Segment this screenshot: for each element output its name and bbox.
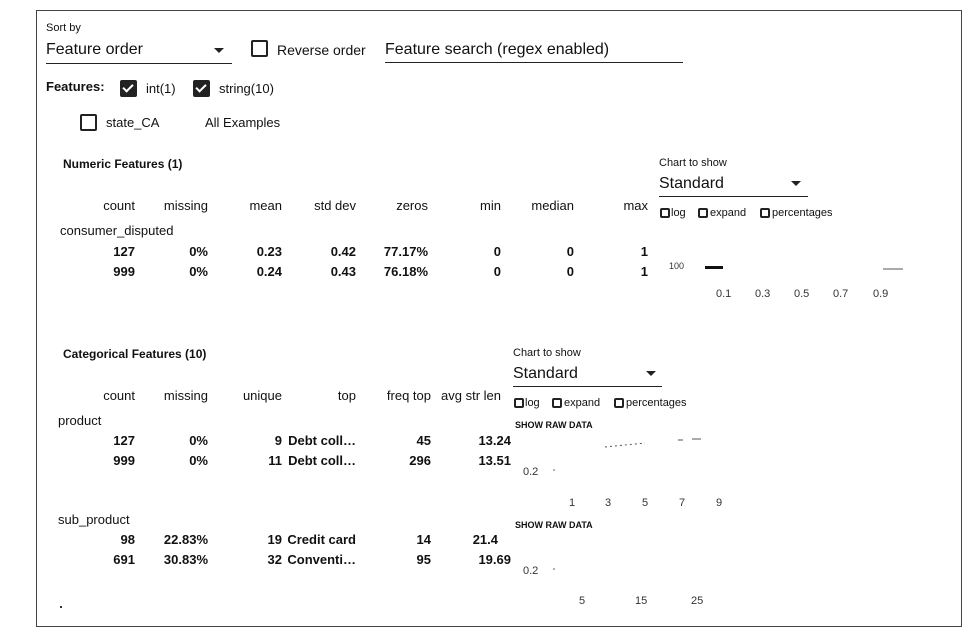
col-median: median bbox=[531, 198, 574, 213]
categorical-cell: 0% bbox=[189, 433, 208, 448]
numeric-cell: 127 bbox=[113, 244, 135, 259]
categorical-cell: 98 bbox=[120, 532, 135, 547]
categorical-section-title: Categorical Features (10) bbox=[63, 347, 207, 361]
categorical-expand-checkbox[interactable] bbox=[552, 398, 562, 408]
categorical-percentages-checkbox[interactable] bbox=[614, 398, 624, 408]
sub-product-chart-y-label: 0.2 bbox=[523, 565, 539, 577]
categorical-cell: 19 bbox=[267, 532, 282, 547]
reverse-order-checkbox[interactable] bbox=[251, 40, 268, 57]
categorical-chart-to-show-label: Chart to show bbox=[513, 347, 581, 359]
categorical-chart-select-underline bbox=[513, 386, 662, 387]
sort-by-label: Sort by bbox=[46, 22, 81, 34]
numeric-cell: 0.42 bbox=[330, 244, 356, 259]
numeric-chart-x-tick: 0.5 bbox=[794, 288, 810, 300]
col-count: count bbox=[103, 388, 135, 403]
categorical-cell: 30.83% bbox=[163, 552, 208, 567]
sub-product-chart-x-tick: 15 bbox=[635, 595, 648, 607]
sub-product-chart-x-tick: 25 bbox=[691, 595, 704, 607]
feature-name-product: product bbox=[58, 413, 102, 428]
numeric-cell: 0 bbox=[493, 264, 501, 279]
categorical-cell: 32 bbox=[267, 552, 282, 567]
sub-product-show-raw-data-button[interactable]: SHOW RAW DATA bbox=[515, 520, 593, 530]
numeric-percentages-label: percentages bbox=[772, 207, 833, 219]
numeric-cell: 0.43 bbox=[330, 264, 356, 279]
numeric-cell: 76.18% bbox=[383, 264, 428, 279]
numeric-cell: 0 bbox=[493, 244, 501, 259]
numeric-cell: 0 bbox=[566, 264, 574, 279]
col-std-dev: std dev bbox=[314, 198, 356, 213]
col-missing: missing bbox=[163, 198, 208, 213]
categorical-cell: 95 bbox=[416, 552, 431, 567]
numeric-cell: 0% bbox=[189, 264, 208, 279]
numeric-chart-x-tick: 0.7 bbox=[833, 288, 849, 300]
col-min: min bbox=[480, 198, 501, 213]
categorical-cell: 127 bbox=[113, 433, 135, 448]
numeric-chart-x-tick: 0.1 bbox=[716, 288, 732, 300]
sort-by-select[interactable]: Feature order bbox=[46, 41, 143, 58]
feature-name-consumer-disputed: consumer_disputed bbox=[60, 223, 174, 238]
col-missing: missing bbox=[163, 388, 208, 403]
categorical-cell: 296 bbox=[409, 453, 431, 468]
chevron-down-icon[interactable] bbox=[214, 48, 224, 53]
numeric-cell: 77.17% bbox=[383, 244, 428, 259]
numeric-log-checkbox[interactable] bbox=[660, 208, 670, 218]
reverse-order-label: Reverse order bbox=[277, 42, 366, 58]
categorical-cell: 13.24 bbox=[478, 433, 511, 448]
product-chart-x-tick: 7 bbox=[679, 497, 686, 509]
categorical-cell: Debt coll… bbox=[288, 453, 356, 468]
numeric-chart-to-show-label: Chart to show bbox=[659, 157, 727, 169]
product-chart-x-tick: 9 bbox=[716, 497, 723, 509]
numeric-log-label: log bbox=[671, 207, 686, 219]
feature-name-sub-product: sub_product bbox=[58, 512, 130, 527]
col-count: count bbox=[103, 198, 135, 213]
categorical-cell: 22.83% bbox=[163, 532, 208, 547]
string-checkbox[interactable] bbox=[193, 80, 210, 97]
col-avg-str-len: avg str len bbox=[441, 388, 501, 403]
categorical-log-label: log bbox=[525, 397, 540, 409]
slice-checkbox[interactable] bbox=[80, 114, 97, 131]
categorical-cell: Credit card bbox=[287, 532, 356, 547]
col-freq-top: freq top bbox=[386, 388, 431, 403]
categorical-cell: 0% bbox=[189, 453, 208, 468]
categorical-cell: 691 bbox=[113, 552, 135, 567]
categorical-cell: 45 bbox=[416, 433, 431, 448]
col-top: top bbox=[337, 388, 356, 403]
sort-by-underline bbox=[46, 63, 232, 64]
categorical-cell: 13.51 bbox=[478, 453, 511, 468]
slice-label: state_CA bbox=[106, 115, 160, 130]
categorical-percentages-label: percentages bbox=[626, 397, 687, 409]
feature-search-input[interactable] bbox=[385, 38, 683, 63]
string-label: string(10) bbox=[219, 81, 274, 96]
col-zeros: zeros bbox=[396, 198, 428, 213]
numeric-cell: 0% bbox=[189, 244, 208, 259]
categorical-chart-select[interactable]: Standard bbox=[513, 365, 578, 382]
categorical-cell: 11 bbox=[268, 453, 282, 468]
numeric-cell: 0 bbox=[566, 244, 574, 259]
numeric-cell: 1 bbox=[640, 264, 648, 279]
numeric-cell: 1 bbox=[640, 244, 648, 259]
numeric-section-title: Numeric Features (1) bbox=[63, 157, 183, 171]
categorical-cell: 21.4 bbox=[472, 532, 498, 547]
numeric-cell: 999 bbox=[113, 264, 135, 279]
product-chart-x-tick: 3 bbox=[605, 497, 612, 509]
sub-product-chart-x-tick: 5 bbox=[579, 595, 586, 607]
product-chart-x-tick: 1 bbox=[569, 497, 576, 509]
chevron-down-icon[interactable] bbox=[791, 181, 801, 186]
int-checkbox[interactable] bbox=[120, 80, 137, 97]
numeric-chart-y-label: 100 bbox=[669, 261, 685, 271]
categorical-cell: 19.69 bbox=[478, 552, 511, 567]
scroll-indicator bbox=[60, 606, 62, 608]
all-examples-label: All Examples bbox=[205, 115, 281, 130]
numeric-chart-x-tick: 0.9 bbox=[873, 288, 889, 300]
numeric-chart-x-tick: 0.3 bbox=[755, 288, 771, 300]
product-show-raw-data-button[interactable]: SHOW RAW DATA bbox=[515, 420, 593, 430]
numeric-expand-label: expand bbox=[710, 207, 747, 219]
numeric-cell: 0.24 bbox=[256, 264, 282, 279]
categorical-cell: 9 bbox=[274, 433, 282, 448]
categorical-log-checkbox[interactable] bbox=[514, 398, 524, 408]
product-chart-y-label: 0.2 bbox=[523, 466, 539, 478]
categorical-cell: Debt coll… bbox=[288, 433, 356, 448]
numeric-expand-checkbox[interactable] bbox=[698, 208, 708, 218]
categorical-cell: Conventi… bbox=[287, 552, 356, 567]
product-chart-x-tick: 5 bbox=[642, 497, 649, 509]
numeric-cell: 0.23 bbox=[256, 244, 282, 259]
numeric-percentages-checkbox[interactable] bbox=[760, 208, 770, 218]
categorical-cell: 999 bbox=[113, 453, 135, 468]
int-label: int(1) bbox=[146, 81, 176, 96]
col-unique: unique bbox=[242, 388, 282, 403]
col-max: max bbox=[623, 198, 648, 213]
features-label: Features: bbox=[46, 79, 105, 94]
categorical-cell: 14 bbox=[416, 532, 431, 547]
categorical-expand-label: expand bbox=[564, 397, 601, 409]
numeric-chart-select-underline bbox=[659, 196, 808, 197]
numeric-chart-select[interactable]: Standard bbox=[659, 175, 724, 192]
chevron-down-icon[interactable] bbox=[646, 371, 656, 376]
col-mean: mean bbox=[249, 198, 282, 213]
